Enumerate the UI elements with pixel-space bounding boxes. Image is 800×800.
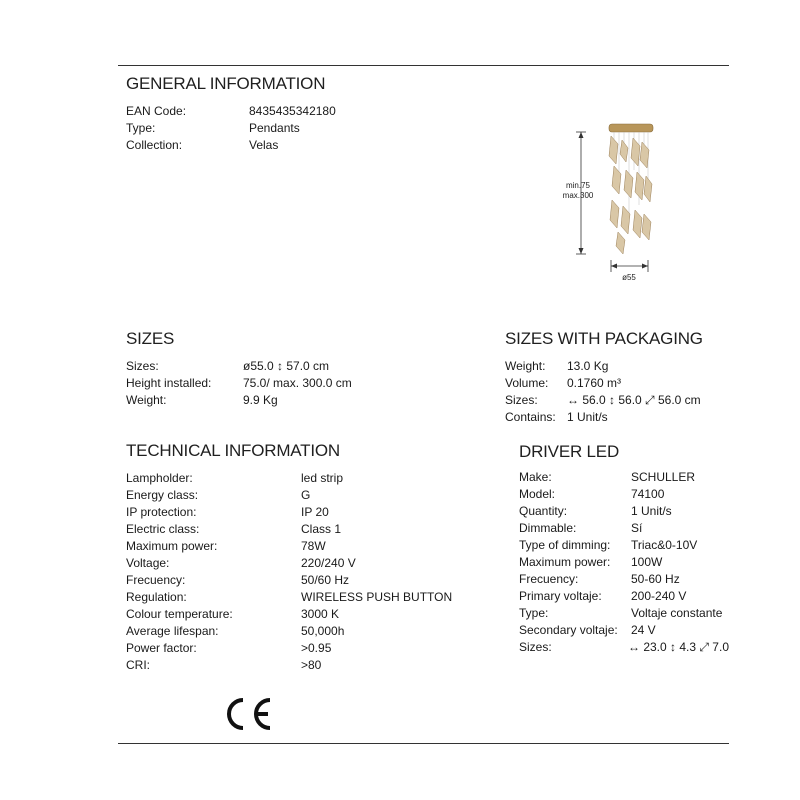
- list-item: [126, 555, 452, 572]
- driver-frecuency-label: Frecuency:: [519, 572, 579, 586]
- packaging-weight-label: Weight:: [505, 359, 546, 373]
- quantity-value: 1 Unit/s: [631, 504, 672, 518]
- packaging-sizes-label: Sizes:: [505, 393, 538, 407]
- canopy-shape: [609, 124, 653, 132]
- secondary-voltaje-value: 24 V: [631, 623, 656, 637]
- list-item: [126, 120, 336, 137]
- weight-label: Weight:: [126, 393, 167, 407]
- energy-class-label: Energy class:: [126, 488, 199, 502]
- leaf-pendants: [609, 136, 652, 254]
- dimmable-label: Dimmable:: [519, 521, 577, 535]
- sizes-list: [126, 358, 352, 409]
- height-max-label: max.300: [562, 191, 594, 200]
- driver-led-title: DRIVER LED: [519, 442, 620, 461]
- packaging-weight-value: 13.0 Kg: [567, 359, 609, 373]
- sizes-value: ø55.0 ↕ 57.0 cm: [243, 359, 330, 373]
- list-item: [505, 375, 701, 392]
- list-item: [505, 358, 701, 375]
- ean-code-value: 8435435342180: [249, 104, 336, 118]
- height-installed-label: Height installed:: [126, 376, 212, 390]
- general-information-title: GENERAL INFORMATION: [126, 74, 326, 93]
- frecuency-label: Frecuency:: [126, 573, 186, 587]
- height-min-label: min.75: [565, 181, 591, 190]
- ce-mark-icon: [226, 696, 274, 732]
- packaging-contains-label: Contains:: [505, 410, 556, 424]
- arrow-down-icon: [579, 248, 584, 254]
- average-lifespan-value: 50,000h: [301, 624, 345, 638]
- make-value: SCHULLER: [631, 470, 696, 484]
- general-information-list: [126, 103, 336, 154]
- arrow-left-icon: [611, 264, 617, 269]
- technical-information-title: TECHNICAL INFORMATION: [126, 441, 340, 460]
- list-item: [126, 137, 336, 154]
- ip-protection-value: IP 20: [301, 505, 329, 519]
- list-item: [505, 392, 701, 409]
- driver-maximum-power-value: 100W: [631, 555, 663, 569]
- list-item: [126, 504, 452, 521]
- packaging-volume-value: 0.1760 m³: [567, 376, 622, 390]
- regulation-value: WIRELESS PUSH BUTTON: [301, 590, 453, 604]
- list-item: [519, 605, 729, 622]
- cri-label: CRI:: [126, 658, 150, 672]
- list-item: [126, 606, 452, 623]
- packaging-list: [505, 358, 701, 426]
- regulation-label: Regulation:: [126, 590, 187, 604]
- driver-type-label: Type:: [519, 606, 549, 620]
- list-item: [126, 538, 452, 555]
- ip-protection-label: IP protection:: [126, 505, 197, 519]
- driver-type-value: Voltaje constante: [631, 606, 723, 620]
- quantity-label: Quantity:: [519, 504, 568, 518]
- list-item: [519, 554, 729, 571]
- type-of-dimming-label: Type of dimming:: [519, 538, 611, 552]
- list-item: [519, 537, 729, 554]
- maximum-power-label: Maximum power:: [126, 539, 218, 553]
- ean-code-label: EAN Code:: [126, 104, 187, 118]
- electric-class-label: Electric class:: [126, 522, 200, 536]
- sizes-label: Sizes:: [126, 359, 159, 373]
- type-label: Type:: [126, 121, 156, 135]
- list-item: [519, 622, 729, 639]
- model-label: Model:: [519, 487, 556, 501]
- weight-value: 9.9 Kg: [243, 393, 278, 407]
- list-item: [519, 503, 729, 520]
- power-factor-value: >0.95: [301, 641, 332, 655]
- type-of-dimming-value: Triac&0-10V: [631, 538, 698, 552]
- colour-temperature-value: 3000 K: [301, 607, 340, 621]
- power-factor-label: Power factor:: [126, 641, 197, 655]
- list-item: [126, 487, 452, 504]
- packaging-sizes-value: ↔ 56.0 ↕ 56.0 ⤢ 56.0 cm: [567, 393, 701, 407]
- packaging-volume-label: Volume:: [505, 376, 549, 390]
- list-item: [126, 640, 452, 657]
- dimmable-value: Sí: [631, 521, 643, 535]
- list-item: [126, 521, 452, 538]
- list-item: [126, 589, 452, 606]
- list-item: [126, 623, 452, 640]
- list-item: [519, 520, 729, 537]
- arrow-right-icon: [642, 264, 648, 269]
- list-item: [519, 486, 729, 503]
- collection-label: Collection:: [126, 138, 183, 152]
- list-item: [126, 375, 352, 392]
- voltage-label: Voltage:: [126, 556, 170, 570]
- collection-value: Velas: [249, 138, 279, 152]
- list-item: [519, 639, 729, 656]
- secondary-voltaje-label: Secondary voltaje:: [519, 623, 618, 637]
- electric-class-value: Class 1: [301, 522, 342, 536]
- driver-led-list: [519, 469, 729, 656]
- cri-value: >80: [301, 658, 322, 672]
- make-label: Make:: [519, 470, 552, 484]
- average-lifespan-label: Average lifespan:: [126, 624, 219, 638]
- list-item: [519, 588, 729, 605]
- primary-voltaje-label: Primary voltaje:: [519, 589, 602, 603]
- lampholder-value: led strip: [301, 471, 344, 485]
- technical-information-list: [126, 470, 452, 674]
- list-item: [126, 392, 352, 409]
- maximum-power-value: 78W: [301, 539, 326, 553]
- packaging-title: SIZES WITH PACKAGING: [505, 329, 703, 348]
- driver-sizes-value: ↔ 23.0 ↕ 4.3 ⤢ 7.0: [628, 640, 729, 654]
- driver-sizes-label: Sizes:: [519, 640, 552, 654]
- list-item: [519, 469, 729, 486]
- bottom-divider: [118, 743, 729, 744]
- top-divider: [118, 65, 729, 66]
- voltage-value: 220/240 V: [301, 556, 356, 570]
- primary-voltaje-value: 200-240 V: [631, 589, 687, 603]
- energy-class-value: G: [301, 488, 311, 502]
- list-item: [126, 103, 336, 120]
- driver-led-panel: [519, 469, 729, 656]
- product-dimension-drawing: [556, 120, 666, 285]
- list-item: [126, 470, 452, 487]
- type-value: Pendants: [249, 121, 300, 135]
- driver-frecuency-value: 50-60 Hz: [631, 572, 680, 586]
- model-value: 74100: [631, 487, 665, 501]
- list-item: [126, 657, 452, 674]
- list-item: [126, 358, 352, 375]
- list-item: [519, 571, 729, 588]
- height-installed-value: 75.0/ max. 300.0 cm: [243, 376, 352, 390]
- diameter-label: ø55: [622, 273, 636, 282]
- lampholder-label: Lampholder:: [126, 471, 193, 485]
- driver-maximum-power-label: Maximum power:: [519, 555, 611, 569]
- sizes-title: SIZES: [126, 329, 175, 348]
- frecuency-value: 50/60 Hz: [301, 573, 350, 587]
- packaging-contains-value: 1 Unit/s: [567, 410, 608, 424]
- colour-temperature-label: Colour temperature:: [126, 607, 233, 621]
- arrow-up-icon: [579, 132, 584, 138]
- list-item: [505, 409, 701, 426]
- list-item: [126, 572, 452, 589]
